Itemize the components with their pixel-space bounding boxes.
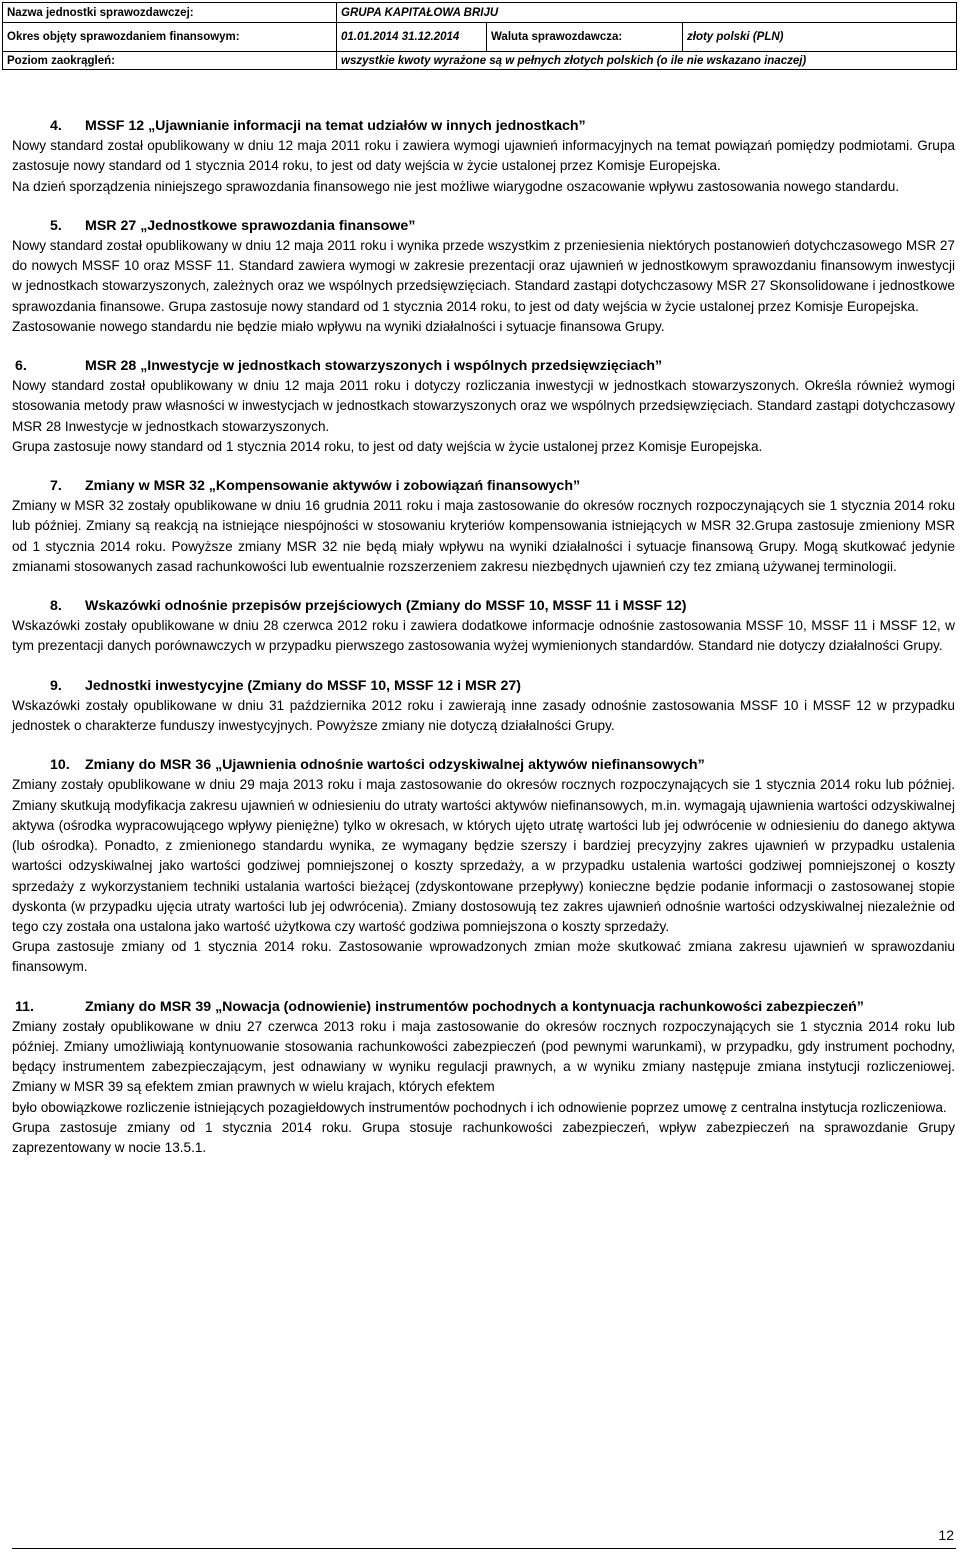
section-title	[12, 216, 955, 236]
section-9	[12, 676, 955, 737]
paragraph: Wskazówki zostały opublikowane w dniu 31 października 2012 roku i zawierają inne zasady odnośnie zastosowania MSSF 10 i MSSF 12 w przypadku jednostek o charakterze funduszy inwestycyjnych. Powyższe zmiany nie dotyczą działalności Grupy.	[12, 697, 955, 734]
entity-label: Nazwa jednostki sprawozdawczej:	[3, 3, 337, 23]
section-number: 7.	[50, 478, 62, 495]
section-title	[12, 476, 955, 496]
section-title	[12, 676, 955, 696]
section-heading: Wskazówki odnośnie przepisów przejściowych (Zmiany do MSSF 10, MSSF 11 i MSSF 12)	[85, 598, 687, 615]
paragraph: Na dzień sporządzenia niniejszego sprawozdania finansowego nie jest możliwe wiarygodne oszacowanie wpływu zastosowania nowego standardu.	[12, 178, 900, 194]
section-title	[12, 356, 955, 376]
rounding-label: Poziom zaokrągleń:	[3, 52, 337, 70]
section-title	[12, 596, 955, 616]
section-heading: MSR 27 „Jednostkowe sprawozdania finansowe”	[85, 217, 416, 234]
report-header-table	[2, 2, 957, 70]
paragraph: Grupa zastosuje nowy standard od 1 stycznia 2014 roku, to jest od daty wejścia w życie ustalonej przez Komisje Europejska.	[12, 438, 763, 454]
paragraph: Zmiany w MSR 32 zostały opublikowane w dniu 16 grudnia 2011 roku i maja zastosowanie do okresów rocznych rozpoczynających sie 1 stycznia 2014 roku lub później. Zmiany są reakcją na istniejące niespójności w stosowaniu kryteriów kompensowania istniejących w MSR 32.Grupa zastosuje zmieniony MSR od 1 stycznia 2014 roku. Powyższe zmiany MSR 32 nie będą miały wpływu na wyniki działalności i sytuacje finansową Grupy. Mogą skutkować jedynie zmianami stosowanych zasad rachunkowości lub ewentualnie rozszerzeniem zakresu niezbędnych ujawnień czy tez zmianą używanej terminologii.	[12, 498, 955, 574]
section-5	[12, 216, 955, 337]
section-title	[12, 997, 955, 1017]
section-title	[12, 116, 955, 136]
paragraph: Nowy standard został opublikowany w dniu 12 maja 2011 roku i wynika przede wszystkim z przeniesienia niektórych postanowień dotychczasowego MSR 27 do nowych MSSF 10 oraz MSSF 11. Standard zawiera wymogi w zakresie prezentacji oraz ujawnień w jednostkowym sprawozdaniu finansowym inwestycji w jednostkach stowarzyszonych, zależnych oraz we wspólnych przedsięwzięciach. Standard zastąpi dotychczasowy MSR 27 Skonsolidowane i jednostkowe sprawozdania finansowe. Grupa zastosuje nowy standard od 1 stycznia 2014 roku, to jest od daty wejścia w życie ustalonej przez Komisje Europejska.	[12, 238, 955, 314]
paragraph: Nowy standard został opublikowany w dniu 12 maja 2011 roku i dotyczy rozliczania inwestycji w jednostkach stowarzyszonych. Określa również wymogi stosowania metody praw własności w inwestycjach w jednostkach stowarzyszonych oraz we wspólnych przedsięwzięciach. Standard zastąpi dotychczasowy MSR 28 Inwestycje w jednostkach stowarzyszonych.	[12, 378, 955, 434]
paragraph: Wskazówki zostały opublikowane w dniu 28 czerwca 2012 roku i zawiera dodatkowe informacje odnośnie zastosowania MSSF 10, MSSF 11 i MSSF 12, w tym prezentacji danych porównawczych w przypadku pierwszego zastosowania wyżej wymienionych standardów. Standard nie dotyczy działalności Grupy.	[12, 618, 955, 654]
paragraph: Nowy standard został opublikowany w dniu 12 maja 2011 roku i zawiera wymogi ujawnień informacyjnych na temat powiązań pomiędzy podmiotami. Grupa zastosuje nowy standard od 1 stycznia 2014 roku, to jest od daty wejścia w życie ustalonej przez Komisje Europejska.	[12, 138, 955, 174]
paragraph: Zmiany zostały opublikowane w dniu 29 maja 2013 roku i maja zastosowanie do okresów rocznych rozpoczynających sie 1 stycznia 2014 roku lub później. Zmiany skutkują modyfikacja zakresu ujawnień w odniesieniu do utraty wartości aktywów niefinansowych, m.in. wymagają ujawnienia wartości odzyskiwalnej aktywa (ośrodka wypracowującego wpływy pieniężne) tylko w okresach, w których ujęto utratę wartości lub jej odwrócenie w odniesieniu do danego aktywa (lub ośrodka). Ponadto, z zmienionego standardu wynika, ze wymagany będzie szerszy i bardziej precyzyjny zakres ujawnień w przypadku ustalenia wartości odzyskiwalnej jako wartości godziwej pomniejszonej o koszty sprzedaży, a w przypadku ustalenia wartości godziwej pomniejszonej o koszty sprzedaży z wykorzystaniem techniki ustalania wartości bieżącej (zdyskontowane przepływy) konieczne będzie podanie informacji o zastosowanej stopie dyskonta (w przypadku ujęcia utraty wartości lub jej odwrócenia). Zmiany dostosowują tez zakres ujawnień odnośnie wartości odzyskiwalnej niezależnie od tego czy została ona ustalona jako wartość użytkowa czy wartość godziwa pomniejszona o koszty sprzedaży.	[12, 777, 955, 934]
currency-label: Waluta sprawozdawcza:	[487, 23, 683, 52]
paragraph: było obowiązkowe rozliczenie istniejących pozagiełdowych instrumentów pochodnych i ich odnowienie poprzez umowę z centralna instytucja rozliczeniowa.	[12, 1099, 947, 1115]
section-heading: MSR 28 „Inwestycje w jednostkach stowarzyszonych i wspólnych przedsięwzięciach”	[85, 358, 663, 375]
section-heading: Jednostki inwestycyjne (Zmiany do MSSF 10, MSSF 12 i MSR 27)	[85, 677, 521, 694]
section-number: 6.	[15, 358, 27, 375]
period-value: 01.01.2014 31.12.2014	[337, 23, 487, 52]
section-heading: MSSF 12 „Ujawnianie informacji na temat udziałów w innych jednostkach”	[85, 118, 586, 134]
section-7	[12, 476, 955, 577]
section-number: 4.	[50, 118, 62, 134]
paragraph: Grupa zastosuje zmiany od 1 stycznia 2014 roku. Grupa stosuje rachunkowości zabezpieczeń, wpływ zabezpieczeń na sprawozdanie Grupy zaprezentowany w nocie 13.5.1.	[12, 1119, 955, 1155]
section-heading: Zmiany w MSR 32 „Kompensowanie aktywów i zobowiązań finansowych”	[85, 478, 581, 495]
footer-rule	[12, 1548, 956, 1549]
document-body	[12, 116, 955, 1177]
paragraph: Zmiany zostały opublikowane w dniu 27 czerwca 2013 roku i maja zastosowanie do okresów rocznych rozpoczynających sie 1 stycznia 2014 roku lub później. Zmiany umożliwiają kontynuowanie stosowania rachunkowości zabezpieczeń (pod pewnymi warunkami), w przypadku, gdy instrument pochodny, będący instrumentem zabezpieczającym, jest odnawiany w wyniku regulacji prawnych, a w wyniku zmiany następuje zmiana instytucji rozliczeniowej. Zmiany w MSR 39 są efektem zmian prawnych w wielu krajach, których efektem	[12, 1018, 955, 1095]
rounding-value: wszystkie kwoty wyrażone są w pełnych złotych polskich (o ile nie wskazano inaczej)	[337, 52, 957, 70]
period-label: Okres objęty sprawozdaniem finansowym:	[3, 23, 337, 52]
section-title	[12, 755, 955, 775]
section-4	[12, 116, 955, 197]
entity-value: GRUPA KAPITAŁOWA BRIJU	[337, 3, 957, 23]
section-number: 11.	[15, 998, 34, 1015]
section-6	[12, 356, 955, 457]
section-number: 8.	[50, 598, 62, 615]
page-number: 12	[938, 1527, 954, 1543]
paragraph: Grupa zastosuje zmiany od 1 stycznia 2014 roku. Zastosowanie wprowadzonych zmian może skutkować zmiana zakresu ujawnień w sprawozdaniu finansowym.	[12, 939, 955, 975]
section-number: 9.	[50, 677, 62, 694]
section-number: 5.	[50, 217, 62, 234]
section-heading: Zmiany do MSR 36 „Ujawnienia odnośnie wartości odzyskiwalnej aktywów niefinansowych”	[85, 757, 705, 774]
section-11	[12, 997, 955, 1159]
section-heading: Zmiany do MSR 39 „Nowacja (odnowienie) instrumentów pochodnych a kontynuacja rachunkowości zabezpieczeń”	[85, 998, 864, 1015]
section-number: 10.	[50, 757, 70, 774]
paragraph: Zastosowanie nowego standardu nie będzie miało wpływu na wyniki działalności i sytuacje finansowa Grupy.	[12, 318, 665, 334]
currency-value: złoty polski (PLN)	[683, 23, 957, 52]
section-8	[12, 596, 955, 657]
section-10	[12, 755, 955, 977]
